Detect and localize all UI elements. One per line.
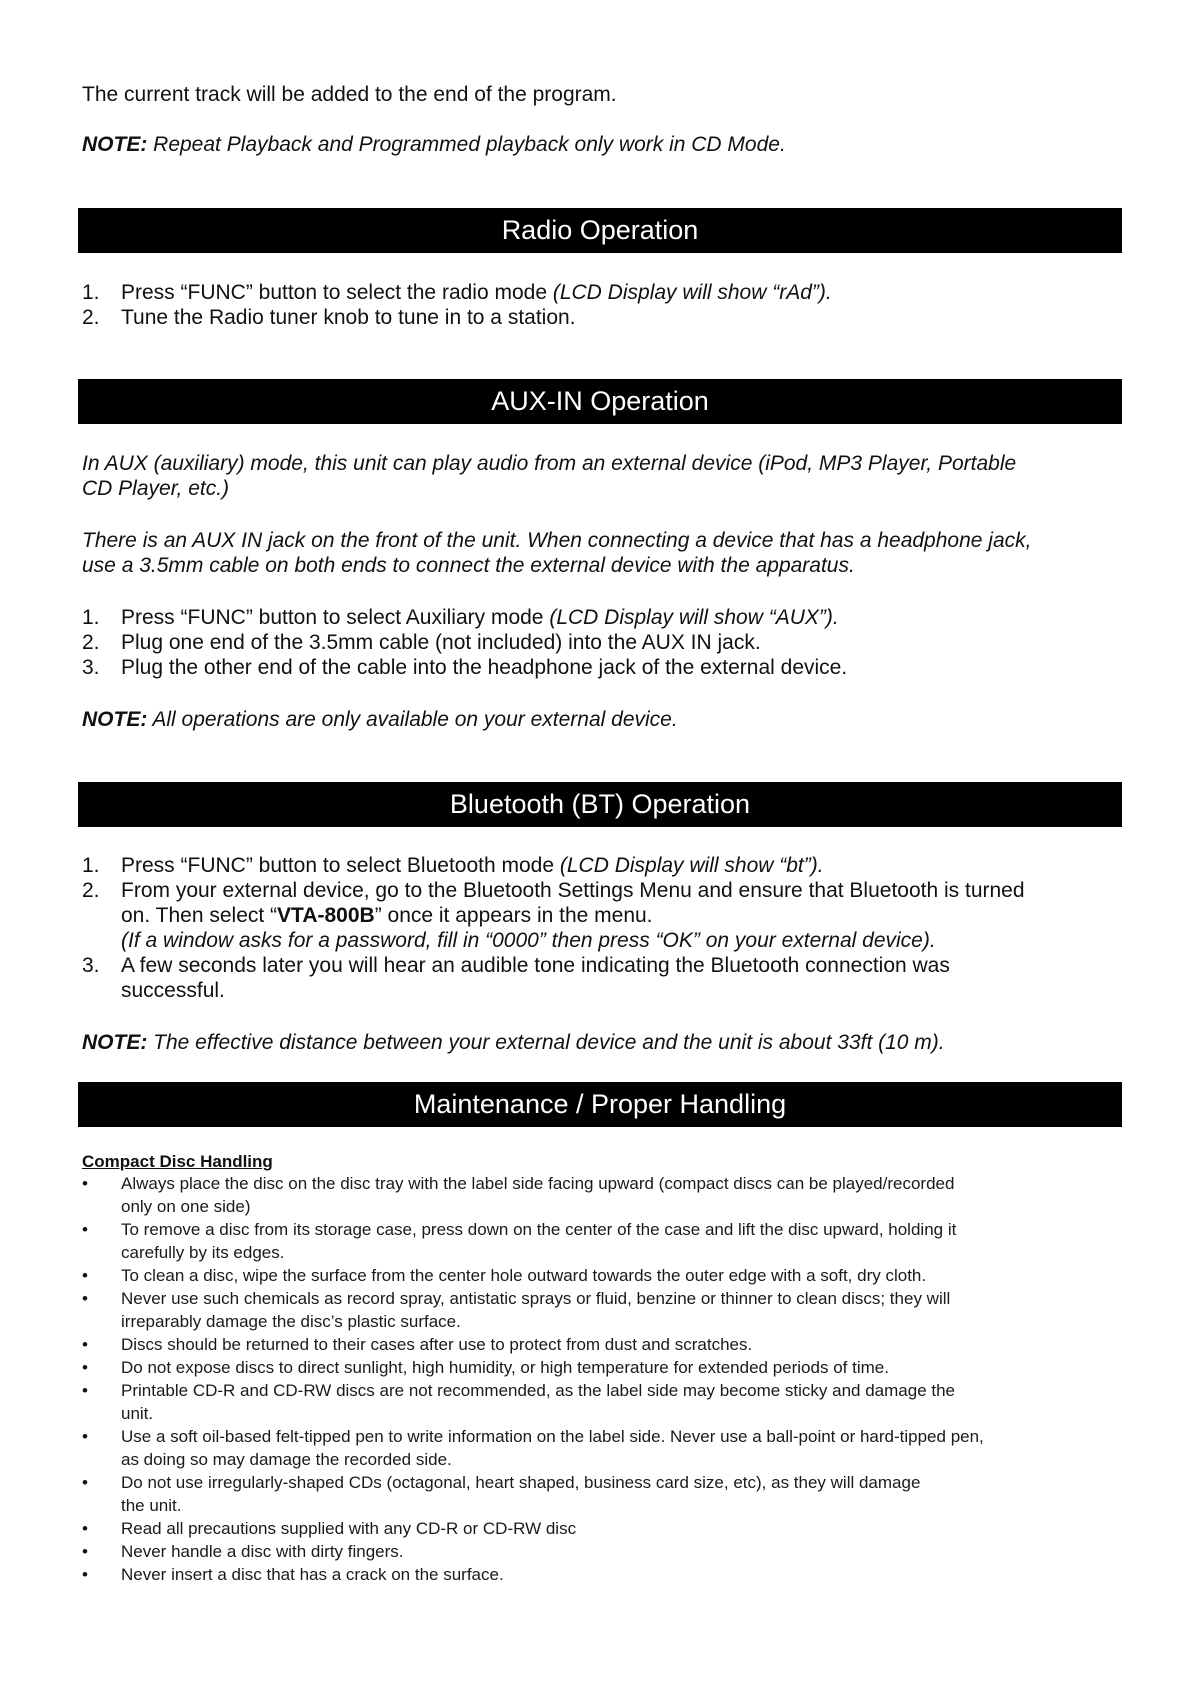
aux-step-1-text: Press “FUNC” button to select Auxiliary mode [121, 606, 550, 629]
list-item: Printable CD-R and CD-RW discs are not recommended, as the label side may become sticky and damage the [121, 1381, 956, 1400]
radio-step-2-text: Tune the Radio tuner knob to tune in to a station. [121, 306, 576, 329]
list-item-continuation: unit. [121, 1404, 154, 1423]
bt-step-2-pre: on. Then select “ [121, 904, 278, 927]
note-text: Repeat Playback and Programmed playback only work in CD Mode. [147, 133, 786, 156]
bt-step-3-line-2: successful. [121, 979, 225, 1002]
aux-step-1-note: (LCD Display will show “AUX”). [549, 606, 839, 629]
list-item: Never use such chemicals as record spray, antistatic sprays or fluid, benzine or thinner to clean discs; they will [121, 1289, 951, 1308]
aux-step-1 [121, 605, 839, 630]
bullet-icon: • [82, 1220, 88, 1239]
bullet-icon: • [82, 1565, 88, 1584]
bullet-icon: • [82, 1519, 88, 1538]
aux-jack-line-2: use a 3.5mm cable on both ends to connect the external device with the apparatus. [82, 554, 855, 577]
bluetooth-operation-header: Bluetooth (BT) Operation [78, 782, 1122, 827]
bt-step-2-number: 2. [82, 879, 100, 902]
radio-step-1 [121, 280, 832, 305]
note-text: All operations are only available on your external device. [147, 708, 678, 731]
bt-device-name: VTA-800B [277, 904, 375, 927]
note-text: The effective distance between your external device and the unit is about 33ft (10 m). [147, 1031, 945, 1054]
bullet-icon: • [82, 1473, 88, 1492]
list-item: Never handle a disc with dirty fingers. [121, 1542, 404, 1561]
note-label: NOTE: [82, 133, 148, 156]
list-item: Do not expose discs to direct sunlight, high humidity, or high temperature for extended periods of time. [121, 1358, 889, 1377]
aux-step-3-number: 3. [82, 656, 100, 679]
bullet-icon: • [82, 1289, 88, 1308]
list-item: Always place the disc on the disc tray with the label side facing upward (compact discs can be played/recorded [121, 1174, 955, 1193]
radio-operation-header: Radio Operation [78, 208, 1122, 253]
list-item-continuation: carefully by its edges. [121, 1243, 285, 1262]
list-item: To clean a disc, wipe the surface from the center hole outward towards the outer edge with a soft, dry cloth. [121, 1266, 927, 1285]
list-item: Discs should be returned to their cases after use to protect from dust and scratches. [121, 1335, 753, 1354]
list-item: To remove a disc from its storage case, press down on the center of the case and lift the disc upward, holding it [121, 1220, 957, 1239]
bullet-icon: • [82, 1427, 88, 1446]
list-item: Never insert a disc that has a crack on the surface. [121, 1565, 504, 1584]
aux-note [82, 707, 678, 732]
bullet-icon: • [82, 1266, 88, 1285]
list-item-continuation: only on one side) [121, 1197, 251, 1216]
list-item-continuation: as doing so may damage the recorded side. [121, 1450, 452, 1469]
aux-jack-line-1: There is an AUX IN jack on the front of the unit. When connecting a device that has a headphone jack, [82, 529, 1032, 552]
bt-step-3-line-1: A few seconds later you will hear an audible tone indicating the Bluetooth connection was [121, 954, 950, 977]
aux-step-1-number: 1. [82, 606, 100, 629]
intro-note [82, 132, 786, 157]
bt-step-1-text: Press “FUNC” button to select Bluetooth mode [121, 854, 560, 877]
aux-in-operation-header: AUX-IN Operation [78, 379, 1122, 424]
list-item-continuation: irreparably damage the disc’s plastic surface. [121, 1312, 461, 1331]
bullet-icon: • [82, 1542, 88, 1561]
aux-intro-line-2: CD Player, etc.) [82, 477, 230, 500]
note-label: NOTE: [82, 708, 148, 731]
note-label: NOTE: [82, 1031, 148, 1054]
list-item: Do not use irregularly-shaped CDs (octagonal, heart shaped, business card size, etc), as they will damage [121, 1473, 921, 1492]
bt-step-1-note: (LCD Display will show “bt”). [559, 854, 824, 877]
compact-disc-handling-subheading: Compact Disc Handling [82, 1152, 273, 1171]
radio-step-1-text: Press “FUNC” button to select the radio mode [121, 281, 553, 304]
bt-step-3-number: 3. [82, 954, 100, 977]
aux-step-2-text: Plug one end of the 3.5mm cable (not included) into the AUX IN jack. [121, 631, 761, 654]
aux-step-3-text: Plug the other end of the cable into the headphone jack of the external device. [121, 656, 848, 679]
aux-step-2-number: 2. [82, 631, 100, 654]
intro-line: The current track will be added to the end of the program. [82, 83, 617, 106]
bt-step-2-line-1: From your external device, go to the Bluetooth Settings Menu and ensure that Bluetooth is turned [121, 879, 1025, 902]
bt-password-hint: (If a window asks for a password, fill in “0000” then press “OK” on your external device). [121, 929, 936, 952]
bt-step-1 [121, 853, 824, 878]
maintenance-header: Maintenance / Proper Handling [78, 1082, 1122, 1127]
bullet-icon: • [82, 1174, 88, 1193]
bt-step-2-line-2 [121, 903, 653, 928]
radio-step-1-number: 1. [82, 281, 100, 304]
bt-step-1-number: 1. [82, 854, 100, 877]
list-item: Use a soft oil-based felt-tipped pen to write information on the label side. Never use a ball-point or hard-tipped pen, [121, 1427, 984, 1446]
bullet-icon: • [82, 1358, 88, 1377]
list-item: Read all precautions supplied with any CD-R or CD-RW disc [121, 1519, 577, 1538]
aux-intro-line-1: In AUX (auxiliary) mode, this unit can play audio from an external device (iPod, MP3 Player, Portable [82, 452, 1017, 475]
radio-step-2-number: 2. [82, 306, 100, 329]
bullet-icon: • [82, 1335, 88, 1354]
bullet-icon: • [82, 1381, 88, 1400]
radio-step-1-note: (LCD Display will show “rAd”). [552, 281, 832, 304]
list-item-continuation: the unit. [121, 1496, 182, 1515]
bt-note [82, 1030, 945, 1055]
bt-step-2-post: ” once it appears in the menu. [374, 904, 653, 927]
